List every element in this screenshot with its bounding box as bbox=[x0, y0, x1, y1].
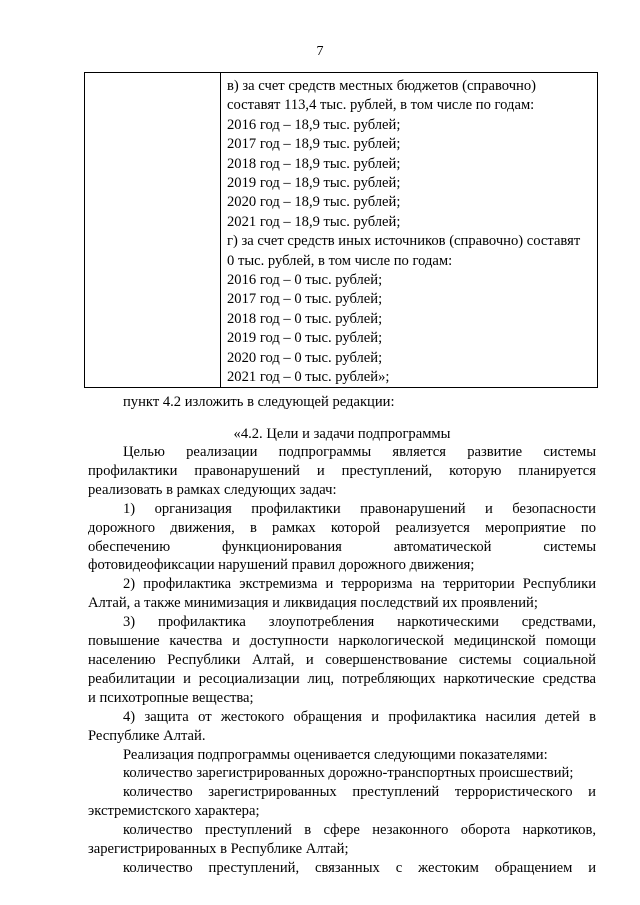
text-line: Целью реализации подпрограммы является развитие системы bbox=[123, 444, 596, 460]
text-line: Реализация подпрограммы оценивается следующими показателями: bbox=[123, 746, 548, 763]
table-column-divider bbox=[220, 73, 221, 387]
funding-line: 2016 год – 18,9 тыс. рублей; bbox=[227, 116, 401, 133]
funding-line: 2021 год – 18,9 тыс. рублей; bbox=[227, 213, 401, 230]
text-line: количество преступлений в сфере незаконного оборота наркотиков, bbox=[123, 822, 596, 839]
text-line: населению Республики Алтай, и совершенствование системы социальной bbox=[88, 651, 596, 668]
text-line: реализовать в рамках следующих задач: bbox=[88, 481, 337, 498]
funding-line: 2018 год – 18,9 тыс. рублей; bbox=[227, 155, 401, 172]
paragraph-indicator-4 bbox=[88, 859, 596, 878]
text-line: 2) профилактика экстремизма и терроризма на территории Республики bbox=[123, 576, 596, 593]
text-line: Республике Алтай. bbox=[88, 727, 206, 744]
text-line: зарегистрированных в Республике Алтай; bbox=[88, 841, 349, 858]
text-line: количество зарегистрированных преступлений террористического и bbox=[123, 784, 596, 801]
funding-line: 2020 год – 0 тыс. рублей; bbox=[227, 349, 383, 366]
funding-line: 2017 год – 0 тыс. рублей; bbox=[227, 291, 383, 308]
text-line: экстремистского характера; bbox=[88, 803, 260, 820]
funding-line: 2019 год – 18,9 тыс. рублей; bbox=[227, 175, 401, 192]
text-line: 3) профилактика злоупотребления наркотическими средствами, bbox=[123, 614, 596, 631]
paragraph-task-4 bbox=[88, 708, 596, 746]
text-line: повышение качества и доступности наркологической медицинской помощи bbox=[88, 633, 596, 650]
page-number: 7 bbox=[316, 44, 324, 59]
text-line: обеспечению функционирования автоматической системы bbox=[88, 538, 596, 555]
funding-line: 2019 год – 0 тыс. рублей; bbox=[227, 330, 383, 347]
funding-line: 2021 год – 0 тыс. рублей»; bbox=[227, 369, 390, 386]
text-line: и психотропные вещества; bbox=[88, 689, 254, 706]
text-line: дорожного движения, в рамках которой реализуется мероприятие по bbox=[88, 519, 596, 536]
text-line: фотовидеофиксации нарушений правил дорожного движения; bbox=[88, 557, 475, 574]
funding-line: 2020 год – 18,9 тыс. рублей; bbox=[227, 194, 401, 211]
paragraph-indicator-3 bbox=[88, 821, 596, 859]
funding-table bbox=[84, 72, 598, 388]
text-line: количество преступлений, связанных с жестоким обращением и bbox=[123, 859, 596, 876]
section-heading: «4.2. Цели и задачи подпрограммы bbox=[233, 426, 451, 442]
text-line: 1) организация профилактики правонарушений и безопасности bbox=[123, 500, 596, 517]
text-line: реабилитации и ресоциализации лиц, потребляющих наркотические средства bbox=[88, 670, 596, 687]
funding-line: 2017 год – 18,9 тыс. рублей; bbox=[227, 136, 401, 153]
paragraph-goal bbox=[88, 443, 596, 500]
paragraph-task-1 bbox=[88, 500, 596, 576]
table-right-cell bbox=[227, 77, 595, 388]
section-body bbox=[88, 443, 596, 878]
text-line: 4) защита от жестокого обращения и профилактика насилия детей в bbox=[123, 708, 596, 725]
funding-line: 0 тыс. рублей, в том числе по годам: bbox=[227, 252, 453, 269]
text-line: профилактики правонарушений и преступлений, которую планируется bbox=[88, 462, 596, 479]
funding-line: 2018 год – 0 тыс. рублей; bbox=[227, 310, 383, 327]
amendment-point: пункт 4.2 изложить в следующей редакции: bbox=[123, 394, 395, 410]
funding-line: 2016 год – 0 тыс. рублей; bbox=[227, 272, 383, 289]
funding-line: в) за счет средств местных бюджетов (справочно) bbox=[227, 78, 537, 94]
paragraph-task-3 bbox=[88, 613, 596, 708]
paragraph-indicator-1 bbox=[88, 764, 596, 783]
paragraph-task-2 bbox=[88, 575, 596, 613]
funding-line: г) за счет средств иных источников (справочно) составят bbox=[227, 233, 581, 250]
text-line: количество зарегистрированных дорожно-транспортных происшествий; bbox=[123, 765, 574, 782]
funding-line: составят 113,4 тыс. рублей, в том числе по годам: bbox=[227, 97, 535, 114]
paragraph-indicators-intro bbox=[88, 746, 596, 765]
paragraph-indicator-2 bbox=[88, 783, 596, 821]
text-line: Алтай, а также минимизация и ликвидация последствий их проявлений; bbox=[88, 595, 538, 612]
